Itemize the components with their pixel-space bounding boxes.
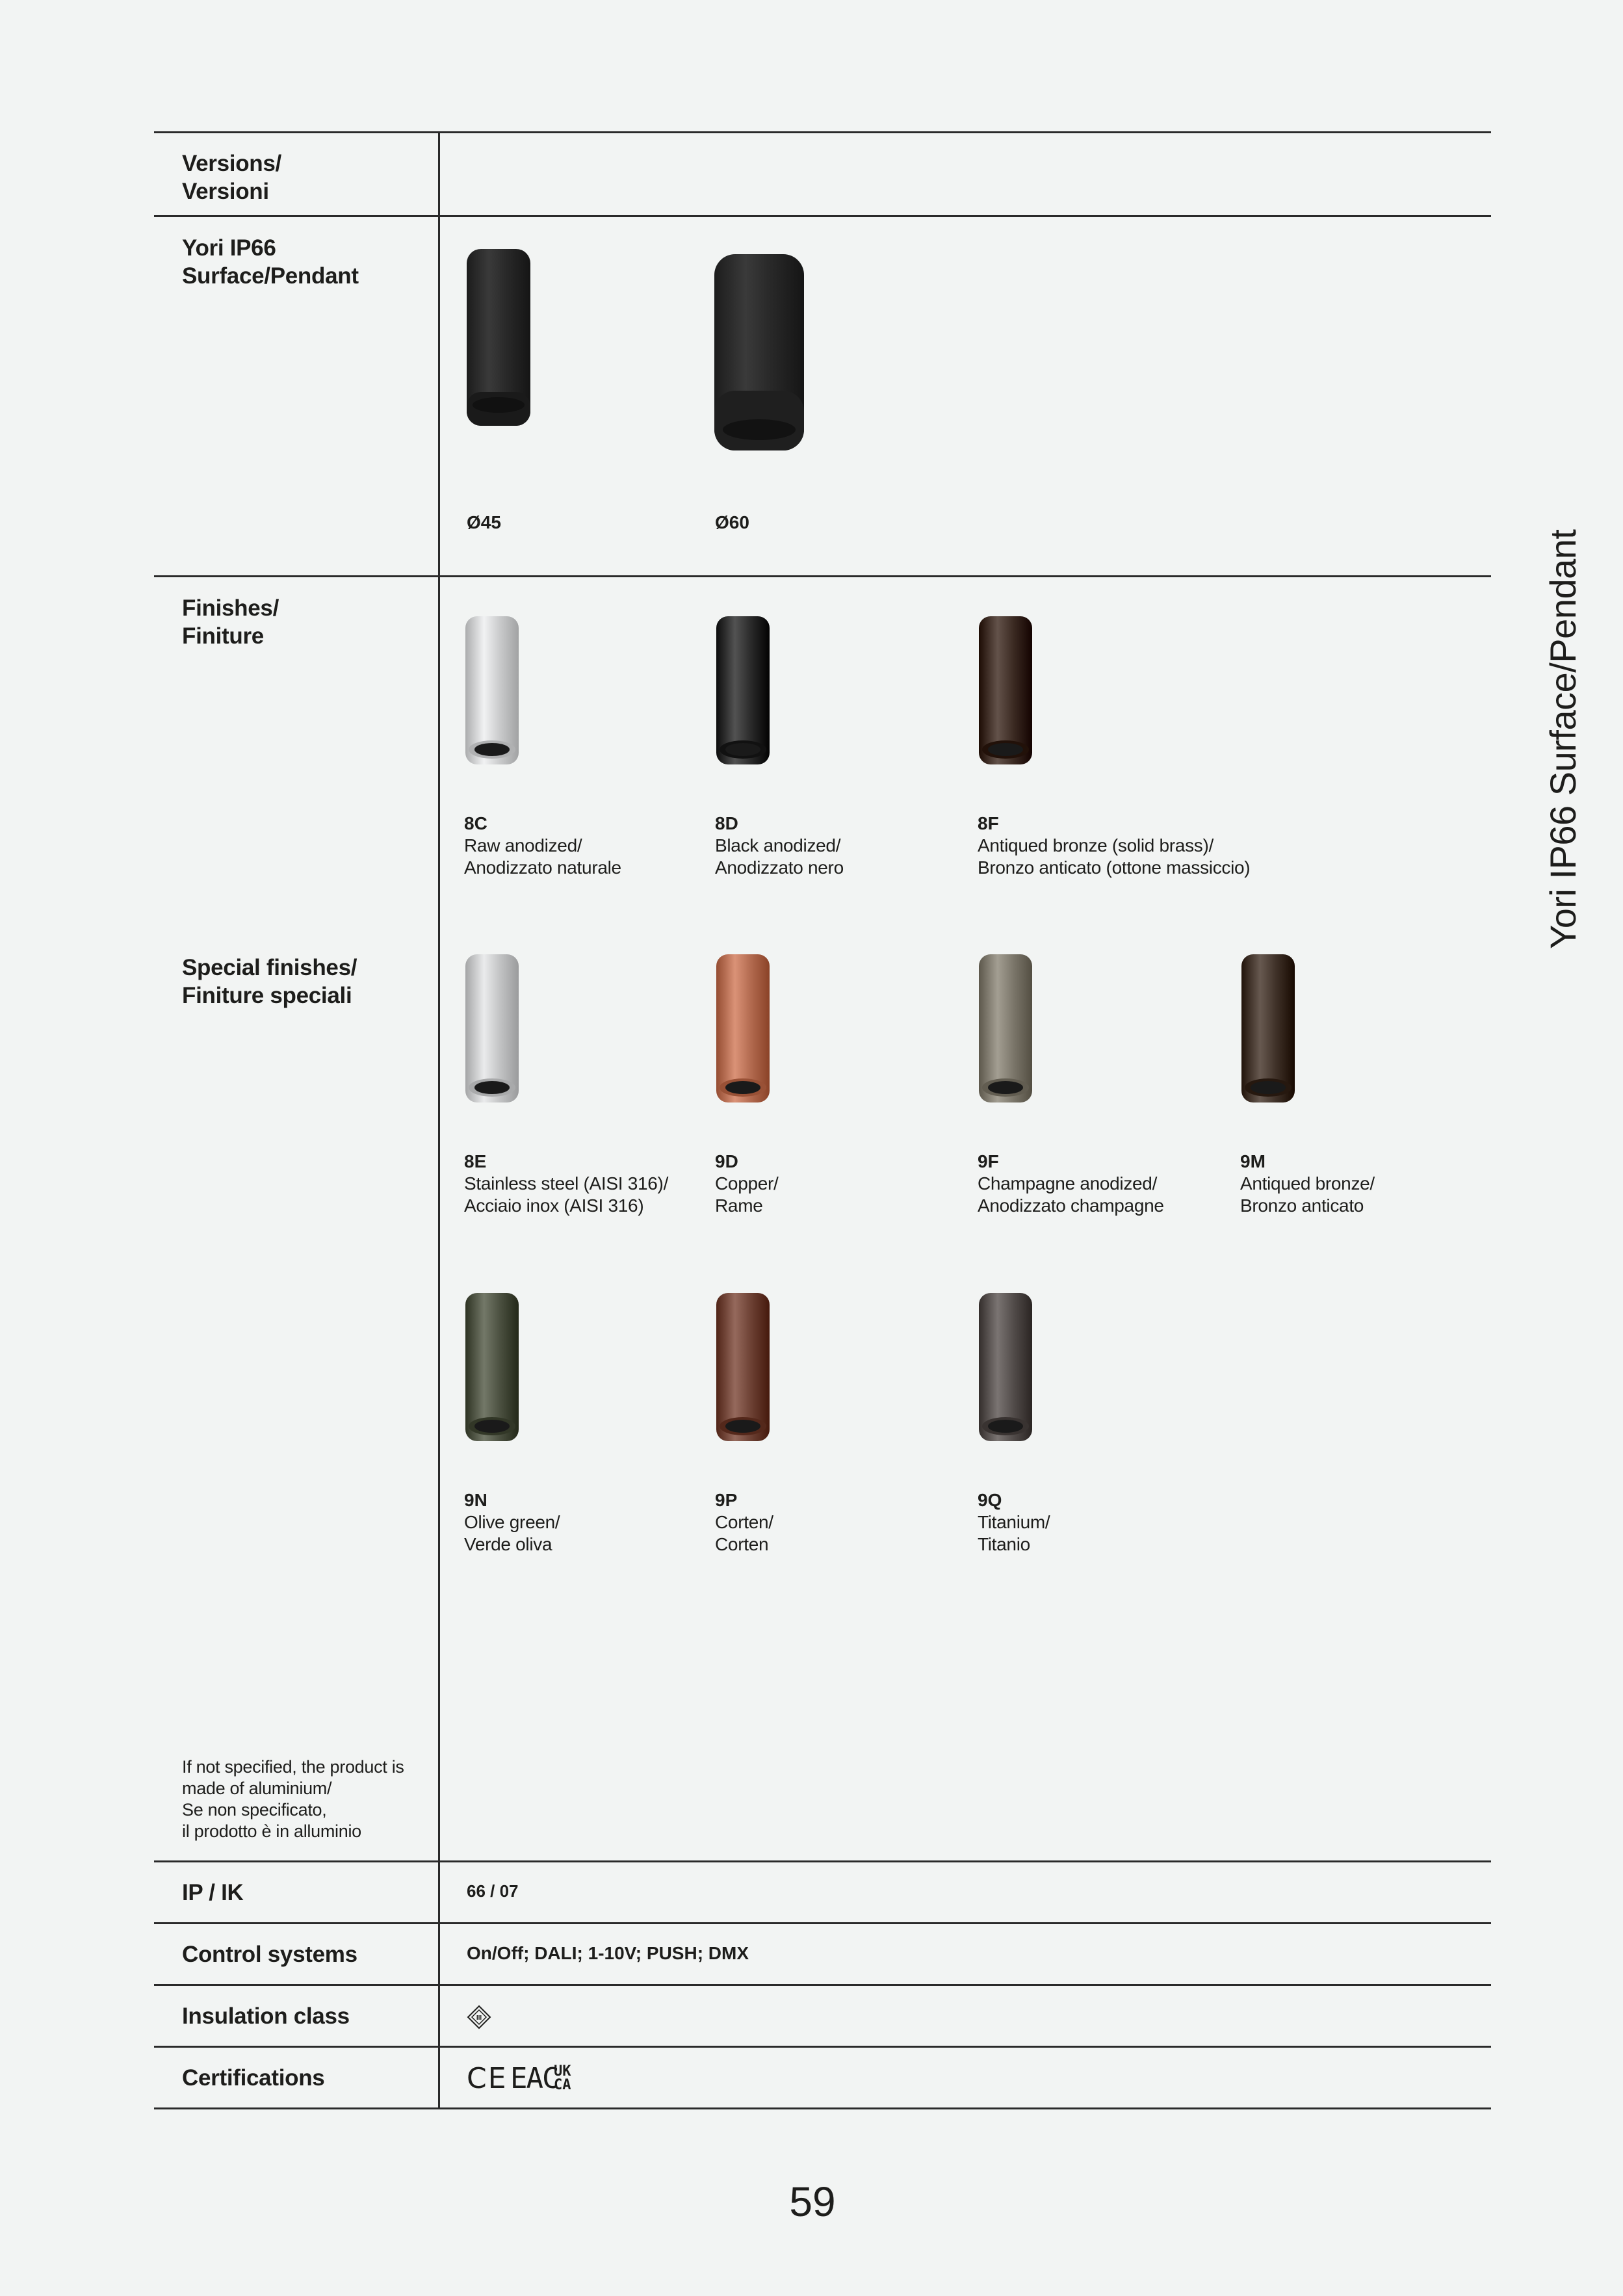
ce-mark-icon: CE xyxy=(467,2062,508,2095)
special-swatch-9n-icon xyxy=(463,1293,521,1441)
size-label-60: Ø60 xyxy=(715,512,749,532)
special-finish-9q xyxy=(978,1489,1050,1556)
finish-description: Champagne anodized/ Anodizzato champagne xyxy=(978,1173,1164,1216)
standard-finish-8f xyxy=(978,813,1250,879)
special-swatch-9p-icon xyxy=(714,1293,772,1441)
finish-description: Antiqued bronze (solid brass)/ Bronzo anticato (ottone massiccio) xyxy=(978,835,1251,878)
finish-code: 8E xyxy=(464,1151,487,1171)
finish-code: 9F xyxy=(978,1151,999,1171)
product-image-45 xyxy=(463,249,534,426)
finish-code: 9M xyxy=(1240,1151,1266,1171)
special-finish-9f xyxy=(978,1151,1164,1217)
special-finish-9n xyxy=(464,1489,560,1556)
standard-swatch-8f-icon xyxy=(976,616,1035,764)
finish-code: 9N xyxy=(464,1490,487,1510)
special-finish-9m xyxy=(1240,1151,1375,1217)
finish-description: Titanium/ Titanio xyxy=(978,1512,1050,1554)
special-finish-8e xyxy=(464,1151,668,1217)
special-swatch-9d-icon xyxy=(714,954,772,1102)
row-label-product: Yori IP66 Surface/Pendant xyxy=(182,235,359,289)
table-top-rule xyxy=(154,131,1491,133)
table-rule xyxy=(154,215,1491,217)
special-finish-9p xyxy=(715,1489,773,1556)
standard-swatch-8c-icon xyxy=(463,616,521,764)
standard-finish-8c xyxy=(464,813,621,879)
ukca-mark-icon xyxy=(554,2065,571,2092)
row-label-certifications: Certifications xyxy=(182,2065,325,2091)
finish-code: 9P xyxy=(715,1490,738,1510)
table-column-divider xyxy=(438,132,440,2109)
finish-code: 9Q xyxy=(978,1490,1002,1510)
size-label-45: Ø45 xyxy=(467,512,501,532)
control-systems-value: On/Off; DALI; 1-10V; PUSH; DMX xyxy=(467,1943,749,1963)
table-rule xyxy=(154,2046,1491,2048)
product-image-60 xyxy=(713,254,805,450)
insulation-class-iii-icon xyxy=(467,2005,491,2029)
insulation-symbol-text: III xyxy=(476,2015,482,2022)
material-note: If not specified, the product is made of aluminium/ Se non specificato, il prodotto è in alluminio xyxy=(182,1757,404,1841)
page-number: 59 xyxy=(789,2178,836,2225)
table-rule xyxy=(154,1984,1491,1986)
special-swatch-9m-icon xyxy=(1239,954,1297,1102)
finish-description: Raw anodized/ Anodizzato naturale xyxy=(464,835,621,878)
standard-finish-8d xyxy=(715,813,844,879)
eac-mark-icon: EAC xyxy=(510,2062,558,2095)
special-swatch-8e-icon xyxy=(463,954,521,1102)
finish-code: 8F xyxy=(978,813,999,833)
special-swatch-9q-icon xyxy=(976,1293,1035,1441)
row-label-control-systems: Control systems xyxy=(182,1942,357,1967)
finish-code: 9D xyxy=(715,1151,738,1171)
finish-description: Antiqued bronze/ Bronzo anticato xyxy=(1240,1173,1375,1216)
table-rule xyxy=(154,1860,1491,1862)
table-rule xyxy=(154,575,1491,577)
finish-description: Stainless steel (AISI 316)/ Acciaio inox (AISI 316) xyxy=(464,1173,669,1216)
side-title-wrap xyxy=(1542,529,1583,949)
standard-swatch-8d-icon xyxy=(714,616,772,764)
row-label-special-finishes: Special finishes/ Finiture speciali xyxy=(182,955,357,1008)
finish-description: Corten/ Corten xyxy=(715,1512,773,1554)
row-label-ip-ik: IP / IK xyxy=(182,1880,244,1905)
row-label-versions: Versions/ Versioni xyxy=(182,151,281,204)
table-bottom-rule xyxy=(154,2107,1491,2109)
finish-code: 8C xyxy=(464,813,487,833)
finish-code: 8D xyxy=(715,813,738,833)
special-swatch-9f-icon xyxy=(976,954,1035,1102)
ip-ik-value: 66 / 07 xyxy=(467,1881,519,1901)
ukca-top: UK xyxy=(554,2063,571,2080)
special-finish-9d xyxy=(715,1151,779,1217)
finish-description: Black anodized/ Anodizzato nero xyxy=(715,835,844,878)
ukca-bottom: CA xyxy=(554,2077,571,2093)
finish-description: Copper/ Rame xyxy=(715,1173,779,1216)
finish-description: Olive green/ Verde oliva xyxy=(464,1512,560,1554)
row-label-finishes: Finishes/ Finiture xyxy=(182,595,279,649)
row-label-insulation-class: Insulation class xyxy=(182,2003,350,2029)
table-rule xyxy=(154,1922,1491,1924)
side-title: Yori IP66 Surface/Pendant xyxy=(1542,529,1583,949)
